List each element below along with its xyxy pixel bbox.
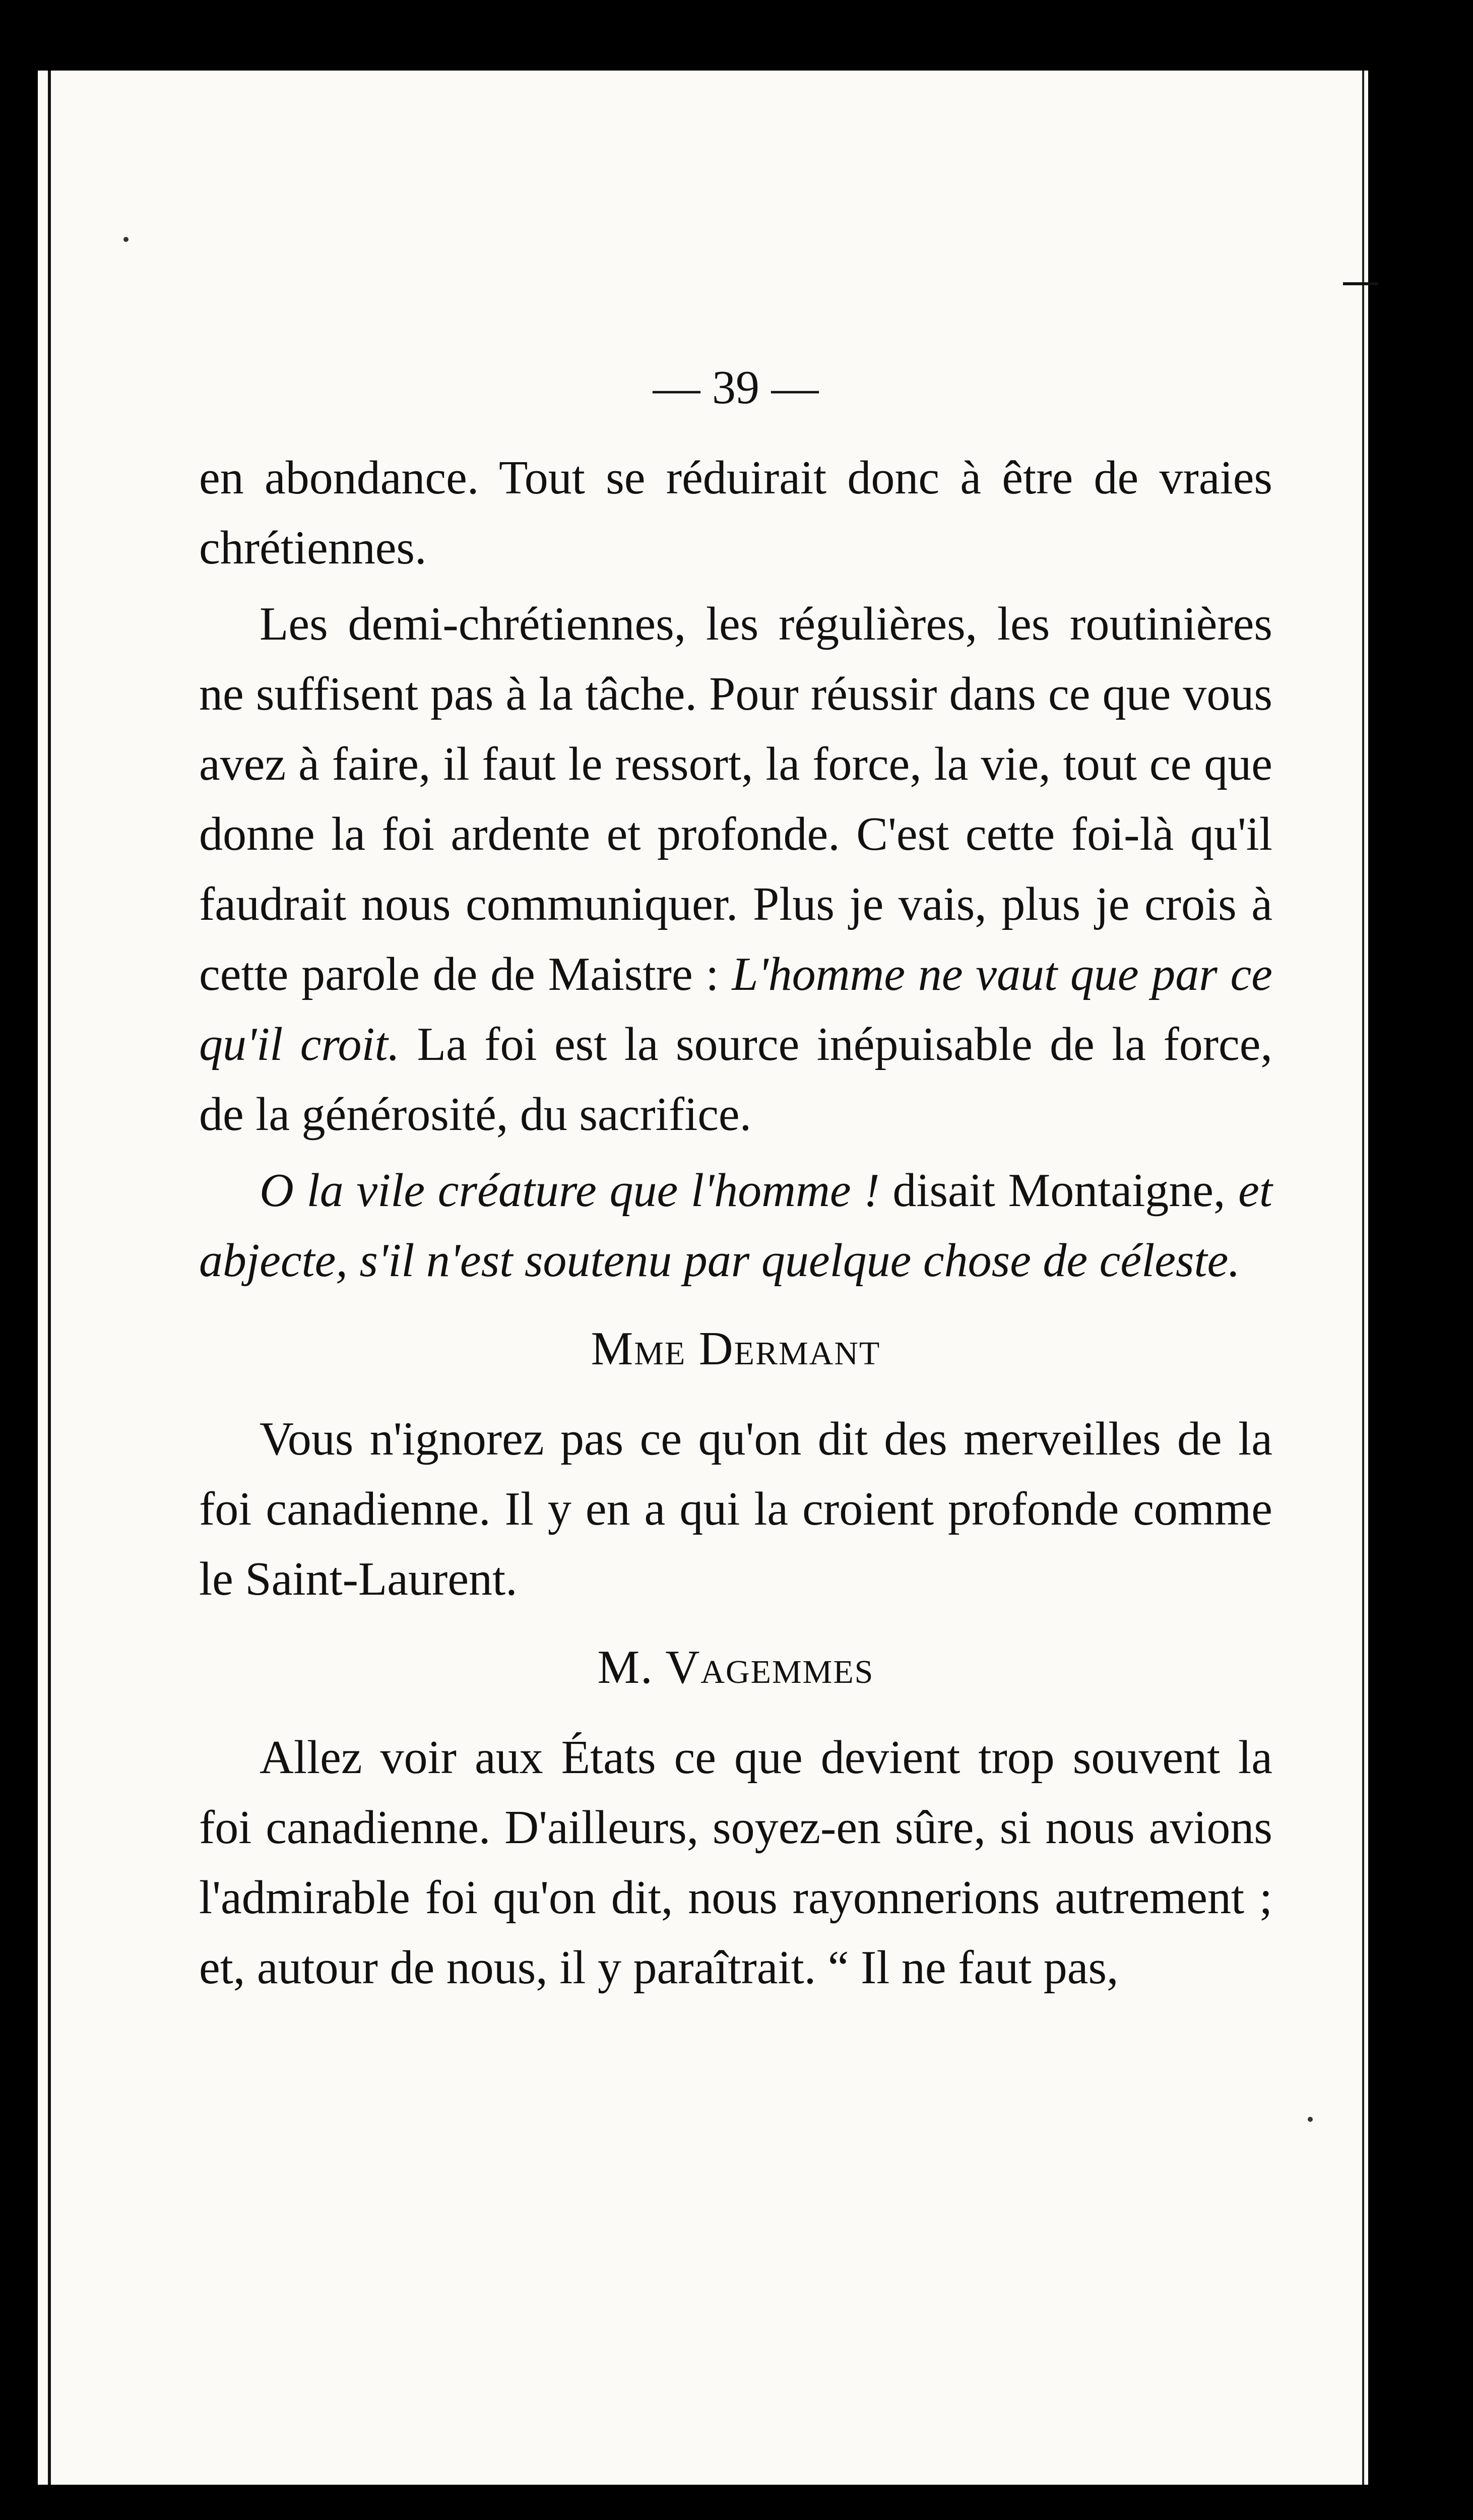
speck xyxy=(123,237,129,242)
speaker-name-dermant: Mme Dermant xyxy=(591,1322,881,1375)
speck xyxy=(1308,2117,1313,2122)
paragraph-3-mid: disait Montaigne, xyxy=(892,1164,1226,1217)
paragraph-1: en abondance. Tout se réduirait donc à être de vraies chrétiennes. xyxy=(199,452,1272,574)
montaigne-quote-2: et abjecte, s'il n'est soutenu par quelque chose de céleste. xyxy=(199,1164,1273,1287)
page-number: — 39 — xyxy=(653,361,819,414)
page-text xyxy=(199,353,1272,2009)
de-maistre-quote: L'homme ne vaut que par ce qu'il croit. xyxy=(199,948,1272,1070)
book-page xyxy=(38,71,1368,2485)
paragraph-2 xyxy=(199,589,1272,1150)
paragraph-2-text: Les demi-chrétiennes, les régulières, les routinières ne suffisent pas à la tâche. Pour réussir dans ce que vous avez à faire, il faut le ressort, la force, la vie, tout ce que donne la foi ardente et profonde. C'est cette foi-là qu'il faudrait nous communiquer. Plus je vais, plus je crois à cette parole de de Maistre : xyxy=(199,598,1272,1000)
paragraph-4: Vous n'ignorez pas ce qu'on dit des merveilles de la foi canadienne. Il y en a qui la croient profonde comme le Saint-Laurent. xyxy=(199,1413,1272,1605)
montaigne-quote-1: O la vile créature que l'homme ! xyxy=(260,1164,880,1217)
paragraph-5: Allez voir aux États ce que devient trop souvent la foi canadienne. D'ailleurs, soyez-en sûre, si nous avions l'admirable foi qu'on dit, nous rayonnerions autrement ; et, autour de nous, il y paraîtrait. “ Il ne faut pas, xyxy=(199,1731,1272,1994)
paragraph-2-end: La foi est la source inépuisable de la force, de la générosité, du sacrifice. xyxy=(199,1018,1272,1141)
paragraph-3 xyxy=(199,1156,1272,1296)
right-border-line xyxy=(1362,71,1364,2485)
edge-mark xyxy=(1343,282,1378,285)
speaker-name-vagemmes: M. Vagemmes xyxy=(597,1641,874,1693)
left-border-line xyxy=(48,71,51,2485)
